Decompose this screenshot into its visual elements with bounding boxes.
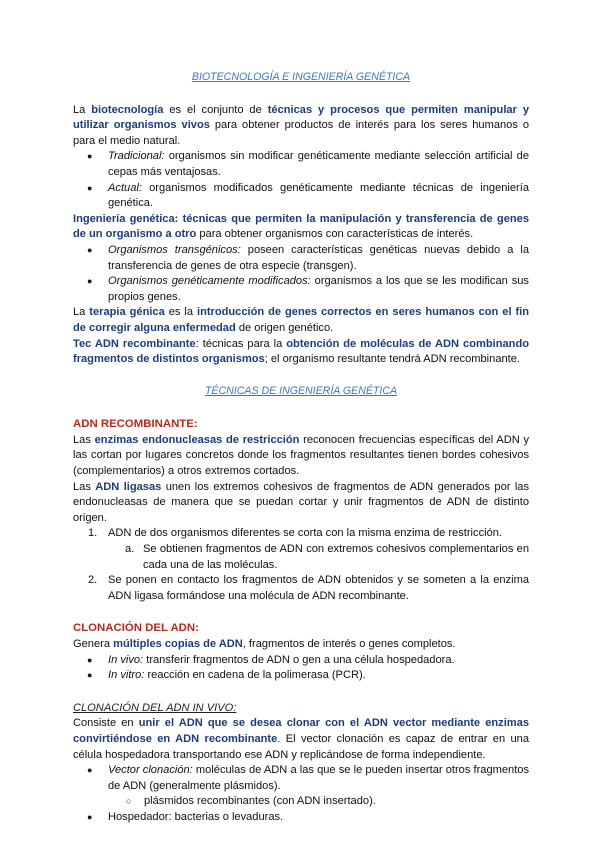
list-clonacion-in-vivo: [73, 763, 529, 825]
paragraph-endonucleasas: Las enzimas endonucleasas de restricción reconocen frecuencias específicas del ADN y las cortan por lugares concretos donde los fragmentos resultantes tienen bordes cohesivos (complementarios) a otros extremos cortados.: [73, 433, 529, 478]
paragraph-terapia-genica: La terapia génica es la introducción de genes correctos en seres humanos con el fin de corregir alguna enfermedad de origen genético.: [73, 306, 530, 334]
circle-bullet-icon: ○: [126, 796, 132, 807]
heading-clonacion: CLONACIÓN DEL ADN:: [73, 622, 199, 635]
bullet-icon: ●: [87, 151, 93, 162]
list-item: ● Hospedador: bacterias o levaduras.: [73, 810, 529, 826]
document-title: BIOTECNOLOGÍA E INGENIERÍA GENÉTICA: [191, 71, 411, 83]
bullet-icon: ●: [87, 811, 93, 822]
section-title-tecnicas: TÉCNICAS DE INGENIERÍA GENÉTICA: [204, 384, 398, 397]
list-item: ● Organismos genéticamente modificados: organismos a los que se les modifican sus propios genes.: [87, 275, 529, 303]
bullet-icon: ●: [87, 244, 93, 255]
list-item: ● In vivo: transferir fragmentos de ADN o gen a una célula hospedadora.: [73, 653, 529, 669]
list-item: ● Actual: organismos modificados genéticamente mediante técnicas de ingeniería genética.: [87, 181, 529, 210]
list-item: ○ plásmidos recombinantes (con ADN insertado).: [73, 794, 529, 810]
bullet-icon: ●: [87, 654, 93, 665]
numbered-steps: [73, 526, 529, 604]
paragraph-clonacion-in-vivo: Consiste en unir el ADN que se desea clonar con el ADN vector mediante enzimas convirtiéndose en ADN recombinante. El vector clonación es capaz de entrar en una célula hospedadora transportando ese ADN y replicándose de forma independiente.: [73, 717, 530, 761]
list-item: ● Organismos transgénicos: poseen características genéticas nuevas debido a la transferencia de genes de otra especie (transgen).: [87, 243, 529, 272]
list-biotecnologia-types: [73, 149, 529, 211]
heading-adn-recombinante: ADN RECOMBINANTE:: [73, 418, 198, 431]
bullet-icon: ●: [87, 670, 93, 681]
bullet-icon: ●: [87, 276, 93, 287]
list-clonacion-types: [73, 653, 529, 684]
list-item: 2. Se ponen en contacto los fragmentos de ADN obtenidos y se someten a la enzima ADN ligasa formándose una molécula de ADN recombinante.: [88, 574, 529, 602]
list-organism-types: [73, 243, 529, 305]
list-item: a. Se obtienen fragmentos de ADN con extremos cohesivos complementarios en cada una de las moléculas.: [125, 543, 529, 571]
list-item: 1. ADN de dos organismos diferentes se corta con la misma enzima de restricción.: [88, 527, 502, 540]
heading-clonacion-in-vivo: CLONACIÓN DEL ADN IN VIVO:: [73, 701, 237, 714]
paragraph-clonacion: Genera múltiples copias de ADN, fragmentos de interés o genes completos.: [73, 638, 456, 650]
paragraph-biotecnologia: La biotecnología es el conjunto de técnicas y procesos que permiten manipular y utilizar organismos vivos para obtener productos de interés para los seres humanos o para el medio natural.: [73, 103, 530, 147]
bullet-icon: ●: [87, 182, 93, 193]
bullet-icon: ●: [87, 765, 93, 776]
paragraph-ligasas: Las ADN ligasas unen los extremos cohesivos de fragmentos de ADN generados por las endonucleasas de manera que se puedan cortar y unir fragmentos de ADN de distinto origen.: [73, 480, 529, 524]
document-page: [73, 70, 529, 826]
paragraph-ingenieria-genetica: Ingeniería genética: técnicas que permiten la manipulación y transferencia de genes de un organismo a otro para obtener organismos con características de interés.: [73, 212, 529, 241]
list-item: ● Vector clonación: moléculas de ADN a las que se le pueden insertar otros fragmentos de ADN (generalmente plásmidos).: [87, 764, 530, 792]
list-item: ● In vitro: reacción en cadena de la polimerasa (PCR).: [73, 668, 529, 684]
list-item: ● Tradicional: organismos sin modificar genéticamente mediante selección artificial de cepas más ventajosas.: [87, 150, 529, 178]
paragraph-adn-recombinante: Tec ADN recombinante: técnicas para la obtención de moléculas de ADN combinando fragmentos de distintos organismos; el organismo resultante tendrá ADN recombinante.: [73, 337, 529, 366]
